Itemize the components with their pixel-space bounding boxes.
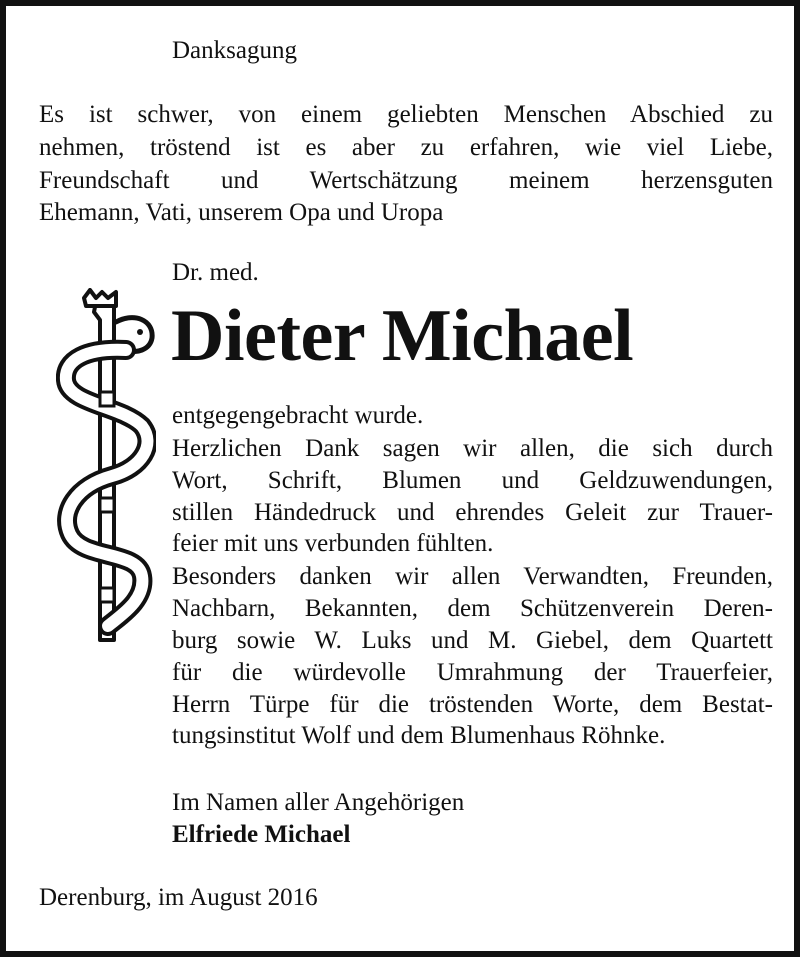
deceased-name: Dieter Michael xyxy=(171,295,634,377)
body-line-4: stillen Händedruck und ehrendes Geleit zur Trauer- xyxy=(172,499,773,526)
intro-line-4: Ehemann, Vati, unserem Opa und Uropa xyxy=(39,199,444,226)
intro-line-1: Es ist schwer, von einem geliebten Menschen Abschied zu xyxy=(39,101,773,128)
body-line-5: feier mit uns verbunden fühlten. xyxy=(172,530,494,557)
body-line-11: tungsinstitut Wolf und dem Blumenhaus Röhnke. xyxy=(172,722,666,749)
body-line-2: Herzlichen Dank sagen wir allen, die sich durch xyxy=(172,435,773,462)
intro-line-3: Freundschaft und Wertschätzung meinem herzensguten xyxy=(39,167,773,194)
body-line-9: für die würdevolle Umrahmung der Trauerfeier, xyxy=(172,659,773,686)
body-line-3: Wort, Schrift, Blumen und Geldzuwendungen, xyxy=(172,467,773,494)
place-date: Derenburg, im August 2016 xyxy=(39,884,318,911)
name-prefix: Dr. med. xyxy=(172,259,259,286)
rod-of-asclepius-icon xyxy=(56,288,156,643)
body-line-10: Herrn Türpe für die tröstenden Worte, dem Bestat- xyxy=(172,691,773,718)
body-line-1: entgegengebracht wurde. xyxy=(172,402,424,429)
body-line-7: Nachbarn, Bekannten, dem Schützenverein Deren- xyxy=(172,595,773,622)
signed-by: Elfriede Michael xyxy=(172,821,351,848)
body-line-8: burg sowie W. Luks und M. Giebel, dem Quartett xyxy=(172,627,773,654)
intro-line-2: nehmen, tröstend ist es aber zu erfahren, wie viel Liebe, xyxy=(39,134,773,161)
body-line-6: Besonders danken wir allen Verwandten, Freunden, xyxy=(172,563,773,590)
closing-line: Im Namen aller Angehörigen xyxy=(172,789,465,816)
notice-heading: Danksagung xyxy=(172,37,297,64)
